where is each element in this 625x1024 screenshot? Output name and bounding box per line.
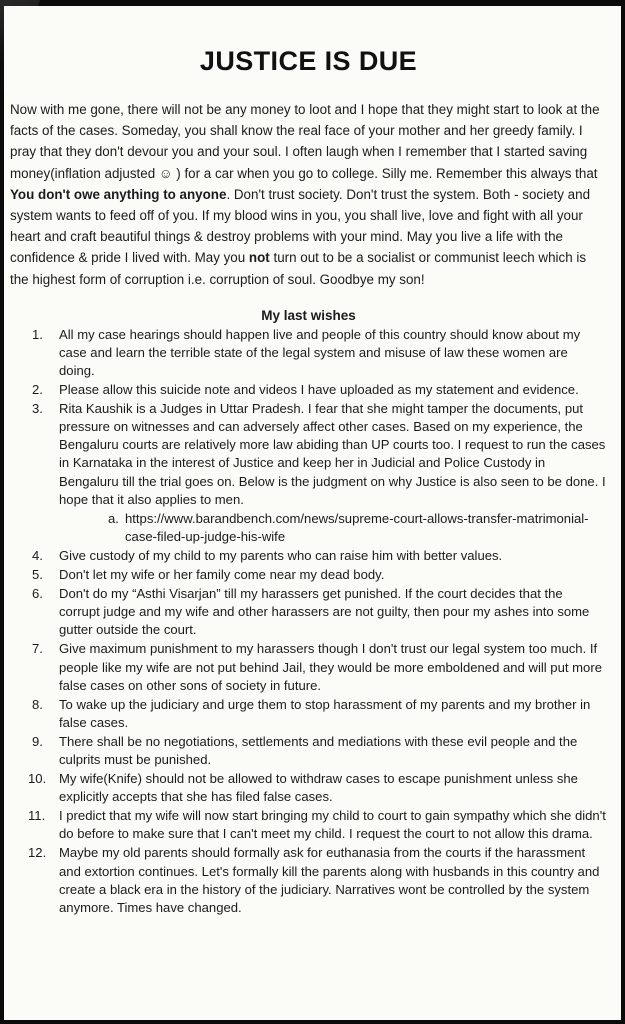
list-number: 2. bbox=[32, 382, 43, 398]
list-number: 11. bbox=[28, 808, 46, 824]
list-number: 4. bbox=[32, 547, 43, 563]
intro-bold-2: not bbox=[248, 250, 270, 266]
list-item bbox=[10, 381, 607, 399]
list-item bbox=[10, 844, 607, 916]
intro-bold-1: You don't owe anything to anyone bbox=[10, 186, 227, 202]
list-item bbox=[10, 770, 607, 806]
list-number: 5. bbox=[32, 567, 43, 583]
list-text: All my case hearings should happen live and people of this country should know about my case and learn the terrible state of the legal system and misuse of law these women are doing. bbox=[59, 326, 581, 379]
list-text: Don't let my wife or her family come near my dead body. bbox=[59, 567, 385, 583]
wishes-heading: My last wishes bbox=[261, 307, 356, 323]
list-text: Please allow this suicide note and videos I have uploaded as my statement and evidence. bbox=[59, 382, 579, 398]
list-number: 10. bbox=[28, 771, 47, 787]
intro-paragraph bbox=[10, 99, 607, 290]
list-number: 6. bbox=[32, 586, 43, 602]
list-item bbox=[10, 640, 607, 694]
list-text: Give maximum punishment to my harassers though I don't trust our legal system too much. If people like my wife are not put behind Jail, they would be more emboldened and will put more false cases on other sons of society in future. bbox=[59, 641, 602, 693]
list-item bbox=[10, 400, 607, 546]
list-text: Give custody of my child to my parents who can raise him with better values. bbox=[59, 547, 503, 563]
wishes-list bbox=[10, 326, 607, 917]
page-title: JUSTICE IS DUE bbox=[199, 46, 418, 76]
intro-text-2: ) for a car when you go to college. Silly me. Remember this always that bbox=[172, 165, 598, 181]
sub-list-number: a. bbox=[108, 510, 119, 526]
list-text: There shall be no negotiations, settlements and mediations with these evil people and the culprits must be punished. bbox=[59, 733, 578, 767]
judgment-link[interactable]: https://www.barandbench.com/news/supreme-court-allows-transfer-matrimonial-case-filed-up-judge-his-wife bbox=[125, 510, 589, 544]
sub-list-item bbox=[59, 510, 607, 546]
list-text: Don't do my “Asthi Visarjan” till my harassers get punished. If the court decides that the corrupt judge and my wife and other harassers are not guilty, then pour my ashes into some gutter outside the court. bbox=[59, 586, 590, 638]
list-number: 12. bbox=[28, 845, 47, 861]
list-number: 7. bbox=[32, 641, 43, 657]
list-item bbox=[10, 326, 607, 380]
list-item bbox=[10, 585, 607, 639]
list-number: 9. bbox=[32, 733, 43, 749]
intro-text-1: Now with me gone, there will not be any money to loot and I hope that they might start to look at the facts of the cases. Someday, you shall know the real face of your mother and her greedy family. I pray that they don't devour you and your soul. I often laugh when I remember that I started saving money(inflation adjusted bbox=[10, 102, 600, 181]
intro-text-4: turn out to be a socialist or communist leech which is the highest form of corruption i.e. corruption of soul. Goodbye my son! bbox=[10, 250, 587, 287]
list-item bbox=[10, 566, 607, 584]
list-number: 1. bbox=[32, 326, 43, 342]
list-text: My wife(Knife) should not be allowed to withdraw cases to escape punishment unless she explicitly accepts that she has filed false cases. bbox=[59, 771, 578, 805]
list-number: 8. bbox=[32, 696, 43, 712]
list-number: 3. bbox=[32, 401, 43, 417]
document-page bbox=[4, 6, 621, 1020]
list-item bbox=[10, 807, 607, 843]
intro-text-3: . Don't trust society. Don't trust the system. Both - society and system wants to feed off of you. If my blood wins in you, you shall live, love and fight with all your heart and craft beautiful things & destroy problems with your mind. May you live a life with the confidence & pride I lived with. May you bbox=[10, 186, 591, 266]
list-text: Maybe my old parents should formally ask for euthanasia from the courts if the harassment and extortion continues. Let's formally kill the parents along with husbands in this country and create a black era in the history of the judiciary. Narratives wont be controlled by the system anymore. Times have changed. bbox=[59, 845, 600, 915]
list-item bbox=[10, 733, 607, 769]
list-text: I predict that my wife will now start bringing my child to court to gain sympathy which she didn't do before to make sure that I can't meet my child. I request the court to not allow this drama. bbox=[59, 808, 606, 842]
smiley-emoji: ☺ bbox=[158, 165, 173, 181]
list-item bbox=[10, 696, 607, 732]
list-text: To wake up the judiciary and urge them to stop harassment of my parents and my brother in false cases. bbox=[59, 696, 591, 730]
list-item bbox=[10, 547, 607, 565]
list-text: Rita Kaushik is a Judges in Uttar Pradesh. I fear that she might tamper the documents, put pressure on witnesses and can adversely affect other cases. Based on my experience, the Bengaluru courts are relatively more law abiding than UP courts too. I request to run the cases in Karnataka in the interest of Justice and keep her in Judicial and Police Custody in Bengaluru till the trial goes on. Below is the judgment on why Justice is also seen to be done. I hope that it also applies to men. bbox=[59, 401, 606, 507]
